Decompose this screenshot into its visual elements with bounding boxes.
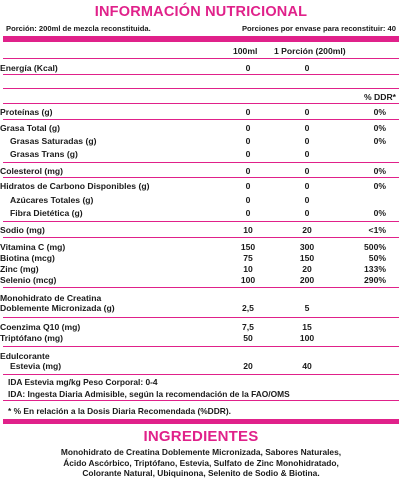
value-100ml: 50 — [243, 333, 253, 343]
row-label: Sodio (mg) — [0, 225, 45, 235]
row-label: Fibra Dietética (g) — [10, 208, 83, 218]
value-portion: 20 — [302, 264, 312, 274]
value-portion: 15 — [302, 322, 312, 332]
ingredients-title: INGREDIENTES — [143, 428, 259, 445]
value-portion: 0 — [304, 166, 310, 176]
divider — [3, 374, 399, 375]
value-100ml: 0 — [245, 107, 251, 117]
row-label: Triptófano (mg) — [0, 333, 64, 343]
row-label: Doblemente Micronizada (g) — [0, 303, 115, 313]
divider — [3, 287, 399, 288]
divider — [3, 119, 399, 120]
row-label: Grasas Trans (g) — [10, 149, 78, 159]
ingredients-line: Ácido Ascórbico, Triptófano, Estevia, Sulfato de Zinc Monohidratado, — [63, 457, 339, 468]
ingredients-line: Colorante Natural, Ubiquinona, Selenito de Sodio & Biotina. — [82, 468, 320, 478]
value-ddr: 290% — [364, 275, 386, 285]
value-portion: 0 — [304, 136, 310, 146]
value-ddr: <1% — [368, 225, 386, 235]
value-portion: 40 — [302, 361, 312, 371]
divider — [3, 237, 399, 238]
portions-per-package: Porciones por envase para reconstituir: 40 — [241, 24, 396, 33]
row-label: Azúcares Totales (g) — [10, 195, 94, 205]
value-100ml: 0 — [245, 136, 251, 146]
value-portion: 200 — [299, 275, 315, 285]
ingredients-line: Monohidrato de Creatina Doblemente Micronizada, Sabores Naturales, — [60, 447, 342, 457]
value-100ml: 0 — [245, 208, 251, 218]
top-border — [3, 36, 399, 42]
row-label: Estevia (mg) — [10, 361, 62, 371]
value-ddr: 0% — [373, 166, 386, 176]
divider — [3, 162, 399, 163]
value-100ml: 7,5 — [242, 322, 254, 332]
value-100ml: 0 — [245, 123, 251, 133]
row-label: Hidratos de Carbono Disponibles (g) — [0, 181, 150, 191]
row-label: Selenio (mcg) — [0, 275, 57, 285]
value-100ml: 0 — [245, 166, 251, 176]
value-ddr: 0% — [373, 107, 386, 117]
value-portion: 150 — [299, 253, 315, 263]
value-portion: 0 — [304, 149, 310, 159]
note-ida-estevia: IDA Estevia mg/kg Peso Corporal: 0-4 — [8, 377, 158, 387]
divider — [3, 400, 399, 401]
value-portion: 0 — [304, 107, 310, 117]
row-label: Zinc (mg) — [0, 264, 39, 274]
value-100ml: 20 — [243, 361, 253, 371]
value-portion: 0 — [304, 208, 310, 218]
value-100ml: 0 — [245, 181, 251, 191]
value-ddr: 50% — [368, 253, 386, 263]
value-portion: 0 — [304, 63, 310, 73]
value-portion: 5 — [304, 303, 310, 313]
value-100ml: 0 — [245, 149, 251, 159]
value-portion: 20 — [302, 225, 312, 235]
divider — [3, 74, 399, 75]
value-ddr: 0% — [373, 123, 386, 133]
value-portion: 100 — [299, 333, 315, 343]
value-portion: 0 — [304, 195, 310, 205]
value-100ml: 10 — [243, 225, 253, 235]
value-100ml: 100 — [240, 275, 256, 285]
value-100ml: 10 — [243, 264, 253, 274]
value-100ml: 2,5 — [242, 303, 254, 313]
divider — [3, 346, 399, 347]
portion-size: Porción: 200ml de mezcla reconstituida. — [6, 24, 151, 33]
note-ddr: * % En relación a la Dosis Diaria Recomendada (%DDR). — [8, 406, 231, 416]
nutrition-title: INFORMACIÓN NUTRICIONAL — [94, 4, 308, 20]
value-portion: 0 — [304, 123, 310, 133]
col-header-100ml: 100ml — [233, 46, 258, 56]
row-label: Proteínas (g) — [0, 107, 53, 117]
divider — [3, 317, 399, 318]
value-portion: 300 — [299, 242, 315, 252]
bottom-border — [3, 419, 399, 424]
divider — [3, 58, 399, 59]
row-label: Vitamina C (mg) — [0, 242, 66, 252]
value-100ml: 150 — [240, 242, 256, 252]
row-label: Grasa Total (g) — [0, 123, 61, 133]
divider — [3, 88, 399, 89]
divider — [3, 177, 399, 178]
ingredients-text — [0, 447, 402, 479]
row-label: Coenzima Q10 (mg) — [0, 322, 81, 332]
row-label: Colesterol (mg) — [0, 166, 64, 176]
value-100ml: 0 — [245, 195, 251, 205]
note-ida-definition: IDA: Ingesta Diaria Admisible, según la recomendación de la FAO/OMS — [8, 389, 290, 399]
value-ddr: 0% — [373, 136, 386, 146]
row-label: Energía (Kcal) — [0, 63, 58, 73]
value-100ml: 0 — [245, 63, 251, 73]
value-ddr: 133% — [364, 264, 386, 274]
col-header-portion: 1 Porción (200ml) — [274, 46, 346, 56]
ddr-header: % DDR* — [364, 92, 396, 102]
value-portion: 0 — [304, 181, 310, 191]
row-label: Edulcorante — [0, 351, 50, 361]
row-label: Grasas Saturadas (g) — [10, 136, 97, 146]
divider — [3, 103, 399, 104]
row-label: Monohidrato de Creatina — [0, 293, 102, 303]
value-100ml: 75 — [243, 253, 253, 263]
value-ddr: 0% — [373, 208, 386, 218]
value-ddr: 0% — [373, 181, 386, 191]
row-label: Biotina (mcg) — [0, 253, 55, 263]
divider — [3, 221, 399, 222]
value-ddr: 500% — [364, 242, 386, 252]
